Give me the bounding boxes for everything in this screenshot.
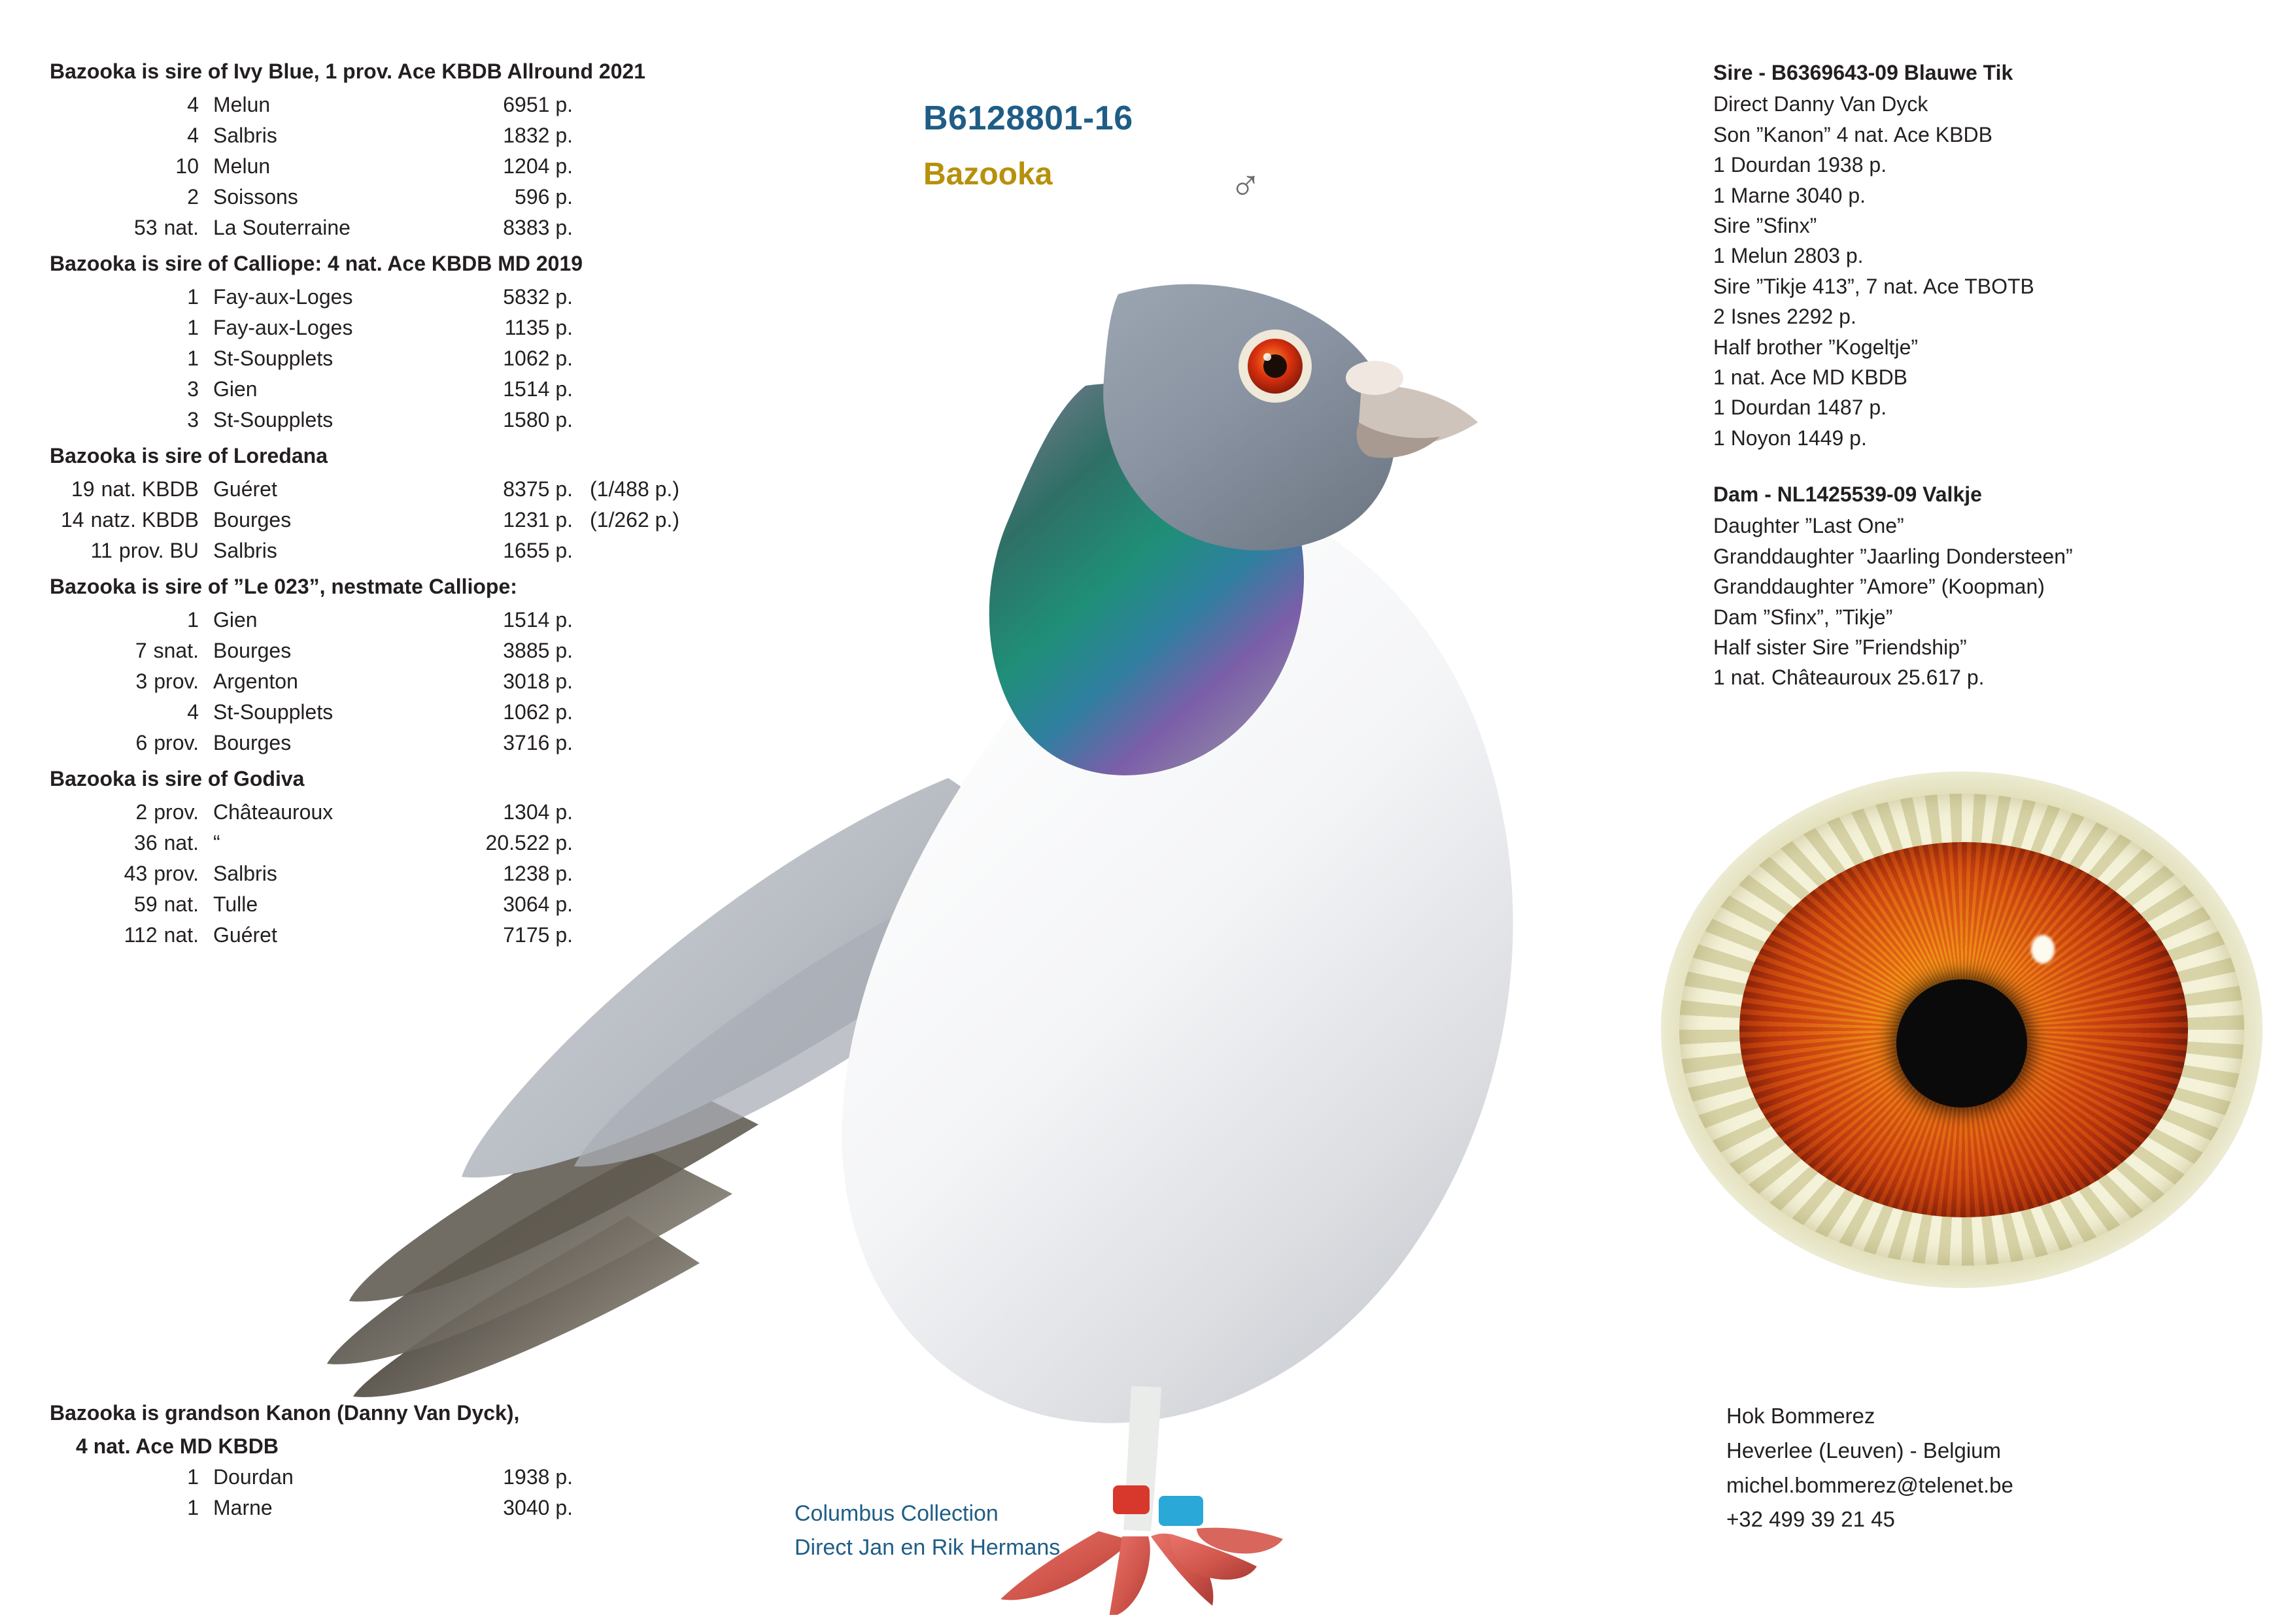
result-race: Fay-aux-Loges — [213, 284, 353, 309]
result-race: Melun — [213, 92, 271, 116]
result-race: Bourges — [213, 638, 292, 662]
result-race: Châteauroux — [213, 800, 333, 824]
result-rank-suffix: prov. — [154, 800, 199, 824]
result-race: Tulle — [213, 892, 258, 917]
result-rank — [50, 1493, 213, 1523]
result-race: Guéret — [213, 923, 277, 947]
result-rank — [50, 828, 213, 858]
result-race: Dourdan — [213, 1464, 294, 1489]
result-extra: (1/488 p.) — [590, 477, 679, 501]
result-rank-number: 1 — [187, 284, 199, 309]
result-rank-number: 14 — [61, 507, 84, 532]
result-rank — [50, 405, 213, 435]
result-rank — [50, 90, 213, 120]
collection-line-2: Direct Jan en Rik Hermans — [795, 1534, 1061, 1560]
sire-line: Half brother ”Kogeltje” — [1713, 335, 1919, 359]
result-rank-number: 10 — [175, 154, 199, 178]
result-rank — [50, 635, 213, 666]
result-rank-suffix: prov. — [154, 669, 199, 693]
result-rank-number: 3 — [187, 408, 199, 432]
result-rank-number: 1 — [187, 315, 199, 339]
result-rank — [50, 212, 213, 243]
result-rank-suffix: prov. — [154, 862, 199, 885]
results-section-heading: Bazooka is sire of ”Le 023”, nestmate Calliope: — [50, 575, 517, 599]
sire-line: 1 Dourdan 1938 p. — [1713, 153, 1887, 177]
loft-name: Hok Bommerez — [1726, 1404, 1875, 1428]
result-race: “ — [213, 830, 220, 854]
result-points: 1204 p. — [503, 154, 573, 178]
result-race: La Souterraine — [213, 216, 350, 239]
result-race: St-Soupplets — [213, 346, 333, 370]
sire-line: Sire ”Tikje 413”, 7 nat. Ace TBOTB — [1713, 274, 2034, 298]
result-rank — [50, 282, 213, 313]
parents-panel — [1713, 58, 2276, 693]
result-rank-number: 4 — [187, 92, 199, 116]
result-points: 596 p. — [515, 184, 573, 209]
sire-block — [1713, 58, 2276, 453]
result-race: Melun — [213, 154, 271, 178]
result-rank-number: 1 — [187, 1495, 199, 1519]
dam-line: Granddaughter ”Jaarling Dondersteen” — [1713, 544, 2073, 568]
result-rank-number: 2 — [135, 800, 148, 824]
sire-heading: Sire - B6369643-09 Blauwe Tik — [1713, 61, 2013, 84]
grandson-subline: 4 nat. Ace MD KBDB — [76, 1434, 279, 1458]
result-rank — [50, 605, 213, 635]
result-points: 20.522 p. — [485, 830, 573, 854]
result-points: 3040 p. — [503, 1495, 573, 1519]
contact-block — [1726, 1399, 2013, 1537]
collection-credit — [795, 1497, 1060, 1565]
result-points: 1062 p. — [503, 700, 573, 724]
result-points: 8375 p. — [503, 477, 573, 501]
result-rank — [50, 858, 213, 889]
result-points: 1655 p. — [503, 539, 573, 562]
result-rank-suffix: nat. — [163, 923, 199, 947]
result-points: 3064 p. — [503, 892, 573, 917]
sire-line: 1 Dourdan 1487 p. — [1713, 396, 1887, 420]
result-race: St-Soupplets — [213, 408, 333, 432]
result-rank — [50, 728, 213, 758]
result-rank-number: 1 — [187, 607, 199, 632]
result-points: 1938 p. — [503, 1464, 573, 1489]
result-rank-suffix: nat. — [163, 216, 199, 239]
result-rank — [50, 697, 213, 728]
result-rank-number: 6 — [135, 731, 148, 755]
result-points: 1304 p. — [503, 800, 573, 824]
bird-name: Bazooka — [923, 157, 1053, 192]
loft-email[interactable]: michel.bommerez@telenet.be — [1726, 1472, 2013, 1497]
eye-highlight — [2031, 935, 2055, 964]
result-rank-suffix: nat. KBDB — [101, 477, 199, 501]
result-race: Argenton — [213, 669, 298, 693]
dam-line: Granddaughter ”Amore” (Koopman) — [1713, 575, 2045, 599]
result-rank-suffix: nat. — [163, 830, 199, 854]
results-section-heading: Bazooka is sire of Loredana — [50, 444, 328, 468]
result-rank — [50, 505, 213, 535]
result-rank-number: 7 — [135, 638, 147, 662]
result-rank — [50, 120, 213, 151]
result-points: 1231 p. — [503, 507, 573, 532]
grandson-heading: Bazooka is grandson Kanon (Danny Van Dyck), — [50, 1401, 520, 1425]
result-points: 3018 p. — [503, 669, 573, 693]
result-rank-number: 4 — [187, 700, 199, 724]
results-section-heading: Bazooka is sire of Godiva — [50, 767, 305, 791]
result-race: Guéret — [213, 477, 277, 501]
result-race: Soissons — [213, 184, 298, 209]
result-race: St-Soupplets — [213, 700, 333, 724]
result-points: 8383 p. — [503, 216, 573, 239]
result-rank-number: 11 — [90, 539, 112, 562]
sire-line: 1 Melun 2803 p. — [1713, 244, 1864, 268]
result-race: Bourges — [213, 731, 292, 755]
result-rank-number: 36 — [134, 830, 158, 854]
result-rank — [50, 1462, 213, 1493]
result-points: 1238 p. — [503, 862, 573, 885]
result-points: 7175 p. — [503, 923, 573, 947]
result-rank-number: 1 — [187, 1464, 199, 1489]
result-rank-number: 112 — [124, 923, 158, 947]
sire-line: 1 Noyon 1449 p. — [1713, 426, 1867, 450]
dam-heading: Dam - NL1425539-09 Valkje — [1713, 482, 1982, 507]
result-rank — [50, 797, 213, 828]
result-rank — [50, 920, 213, 951]
result-points: 1832 p. — [503, 123, 573, 147]
result-rank-number: 3 — [187, 377, 199, 401]
result-rank — [50, 182, 213, 212]
result-rank-number: 1 — [187, 346, 199, 370]
sire-lines — [1713, 89, 2276, 453]
result-rank-number: 4 — [187, 123, 199, 147]
sire-line: Sire ”Sfinx” — [1713, 213, 1817, 237]
result-rank — [50, 151, 213, 182]
result-rank — [50, 535, 213, 566]
result-race: Fay-aux-Loges — [213, 315, 353, 339]
dam-line: Daughter ”Last One” — [1713, 514, 1904, 538]
result-points: 1580 p. — [503, 408, 573, 432]
sire-line: Direct Danny Van Dyck — [1713, 92, 1928, 116]
result-points: 3716 p. — [503, 731, 573, 755]
result-rank-suffix: snat. — [153, 638, 199, 662]
result-rank — [50, 474, 213, 505]
result-race: Gien — [213, 607, 258, 632]
sire-line: 1 Marne 3040 p. — [1713, 183, 1866, 207]
result-extra: (1/262 p.) — [590, 507, 679, 532]
result-race: Salbris — [213, 123, 277, 147]
pigeon-eye-photo — [1661, 771, 2263, 1288]
result-rank-number: 2 — [187, 184, 199, 209]
result-rank-number: 3 — [135, 669, 148, 693]
result-rank — [50, 374, 213, 405]
sire-line: Son ”Kanon” 4 nat. Ace KBDB — [1713, 122, 1992, 146]
ring-number: B6128801-16 — [923, 99, 1133, 137]
sire-line: 1 nat. Ace MD KBDB — [1713, 365, 1908, 389]
result-rank — [50, 666, 213, 697]
dam-line: 1 nat. Châteauroux 25.617 p. — [1713, 666, 1985, 690]
dam-block — [1713, 479, 2276, 693]
collection-line-1: Columbus Collection — [795, 1501, 999, 1526]
result-race: Salbris — [213, 862, 277, 885]
result-rank-number: 53 — [134, 216, 158, 239]
result-rank-suffix: prov. BU — [118, 539, 199, 562]
result-rank-number: 59 — [134, 892, 158, 917]
pigeon-photo — [281, 105, 1707, 1615]
result-rank — [50, 313, 213, 343]
sire-line: 2 Isnes 2292 p. — [1713, 305, 1856, 329]
dam-line: Dam ”Sfinx”, ”Tikje” — [1713, 605, 1893, 629]
dam-line: Half sister Sire ”Friendship” — [1713, 635, 1967, 660]
result-race: Gien — [213, 377, 258, 401]
result-rank — [50, 343, 213, 374]
result-rank-number: 43 — [124, 862, 148, 885]
dam-lines — [1713, 511, 2276, 692]
result-rank-suffix: natz. KBDB — [90, 507, 199, 532]
result-rank — [50, 889, 213, 920]
eye-pupil — [1896, 979, 2027, 1108]
result-points: 1135 p. — [504, 315, 573, 339]
result-points: 1514 p. — [503, 607, 573, 632]
loft-phone: +32 499 39 21 45 — [1726, 1507, 1895, 1532]
results-section-heading: Bazooka is sire of Calliope: 4 nat. Ace KBDB MD 2019 — [50, 252, 583, 276]
result-points: 5832 p. — [503, 284, 573, 309]
loft-location: Heverlee (Leuven) - Belgium — [1726, 1438, 2002, 1463]
results-section-heading: Bazooka is sire of Ivy Blue, 1 prov. Ace KBDB Allround 2021 — [50, 59, 646, 83]
result-race: Bourges — [213, 507, 292, 532]
result-points: 3885 p. — [503, 638, 573, 662]
result-points: 1062 p. — [503, 346, 573, 370]
result-rank-suffix: prov. — [154, 731, 199, 755]
male-sex-icon: ♂ — [1229, 161, 1262, 209]
result-points: 6951 p. — [503, 92, 573, 116]
result-race: Marne — [213, 1495, 273, 1519]
result-rank-suffix: nat. — [163, 892, 199, 917]
result-points: 1514 p. — [503, 377, 573, 401]
result-race: Salbris — [213, 539, 277, 562]
result-rank-number: 19 — [71, 477, 95, 501]
